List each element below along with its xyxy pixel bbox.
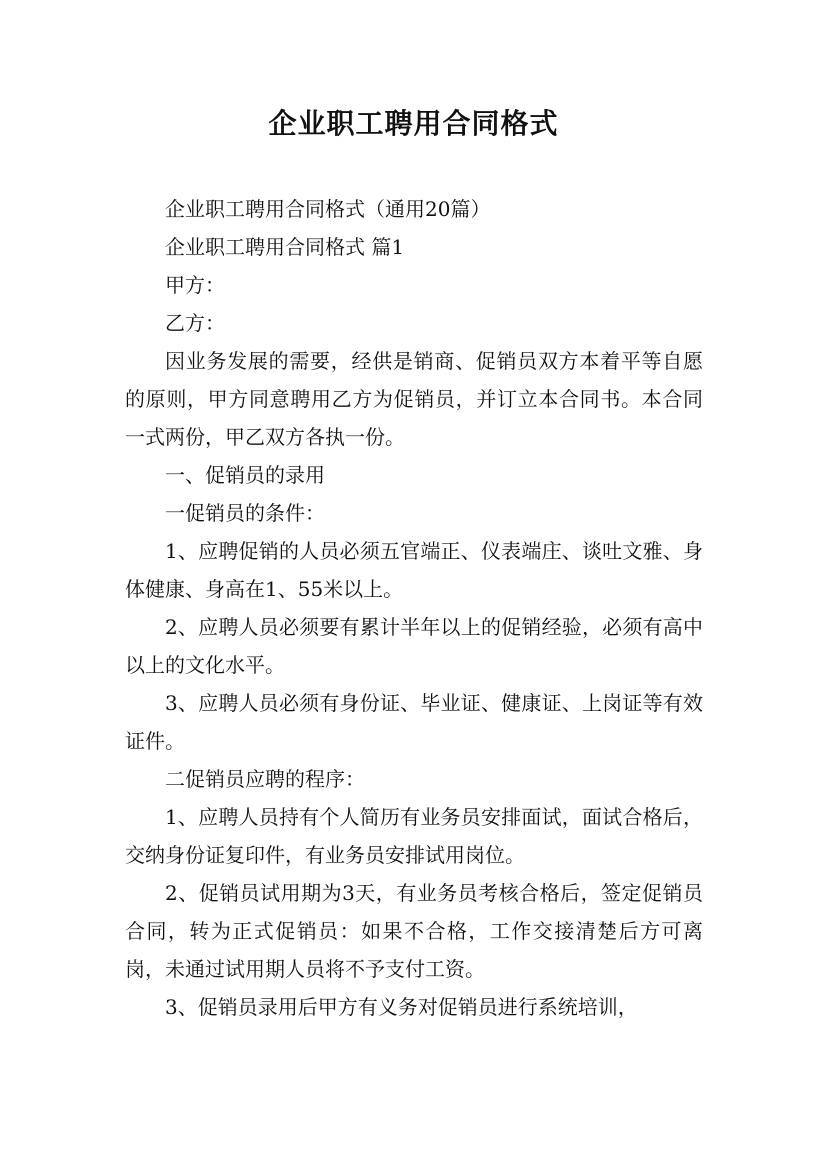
paragraph-heading-conditions: 一促销员的条件： [165,501,325,525]
paragraph-party-a: 甲方： [165,273,225,297]
paragraph-section-heading: 企业职工聘用合同格式 篇1 [165,235,405,259]
paragraph-procedure-1: 1、应聘人员持有个人简历有业务员安排面试，面试合格后，交纳身份证复印件，有业务员安排试用岗位。 [125,805,703,867]
paragraph-heading-procedure: 二促销员应聘的程序： [165,767,365,791]
document-body [125,190,703,1026]
paragraph-condition-2: 2、应聘人员必须要有累计半年以上的促销经验，必须有高中以上的文化水平。 [125,615,703,677]
paragraph-party-b: 乙方： [165,311,225,335]
paragraph-heading-recruitment: 一、促销员的录用 [165,463,325,487]
paragraph-subtitle: 企业职工聘用合同格式（通用20篇） [165,197,491,221]
paragraph-procedure-2: 2、促销员试用期为3天，有业务员考核合格后，签定促销员合同，转为正式促销员：如果不合格，工作交接清楚后方可离岗，未通过试用期人员将不予支付工资。 [125,881,703,981]
paragraph-procedure-3: 3、促销员录用后甲方有义务对促销员进行系统培训， [165,995,638,1019]
paragraph-condition-1: 1、应聘促销的人员必须五官端正、仪表端庄、谈吐文雅、身体健康、身高在1、55米以上。 [125,539,703,601]
paragraph-condition-3: 3、应聘人员必须有身份证、毕业证、健康证、上岗证等有效证件。 [125,691,703,753]
paragraph-preamble: 因业务发展的需要，经供是销商、促销员双方本着平等自愿的原则，甲方同意聘用乙方为促销员，并订立本合同书。本合同一式两份，甲乙双方各执一份。 [125,349,703,449]
document-title: 企业职工聘用合同格式 [268,107,559,140]
